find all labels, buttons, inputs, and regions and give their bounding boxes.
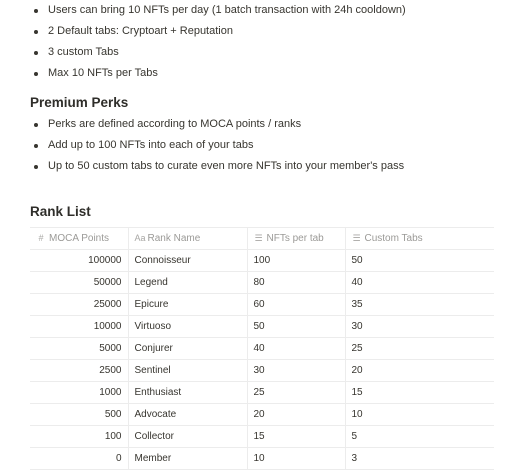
custom-tabs-cell: 3 (345, 448, 494, 470)
custom-tabs-cell: 15 (345, 382, 494, 404)
nfts-per-tab-cell: 50 (247, 316, 345, 338)
moca-points-cell: 2500 (30, 360, 128, 382)
rank-name-cell: Virtuoso (128, 316, 247, 338)
list-item: Perks are defined according to MOCA points / ranks (0, 114, 404, 135)
nfts-per-tab-cell: 30 (247, 360, 345, 382)
column-header-moca-points[interactable]: # MOCA Points (30, 228, 128, 250)
table-row[interactable] (30, 426, 494, 448)
list-item: 3 custom Tabs (0, 42, 406, 63)
moca-points-cell: 50000 (30, 272, 128, 294)
list-item: Up to 50 custom tabs to curate even more NFTs into your member's pass (0, 156, 404, 177)
moca-points-cell: 100000 (30, 250, 128, 272)
rank-name-cell: Enthusiast (128, 382, 247, 404)
table-row[interactable] (30, 382, 494, 404)
nfts-per-tab-cell: 15 (247, 426, 345, 448)
custom-tabs-cell: 20 (345, 360, 494, 382)
moca-points-cell: 500 (30, 404, 128, 426)
moca-points-cell: 100 (30, 426, 128, 448)
rank-name-cell: Connoisseur (128, 250, 247, 272)
rank-name-cell: Legend (128, 272, 247, 294)
default-perks-list (0, 0, 406, 84)
nfts-per-tab-cell: 100 (247, 250, 345, 272)
rank-name-cell: Sentinel (128, 360, 247, 382)
table-row[interactable] (30, 338, 494, 360)
list-item: Max 10 NFTs per Tabs (0, 63, 406, 84)
nfts-per-tab-cell: 10 (247, 448, 345, 470)
rank-name-cell: Advocate (128, 404, 247, 426)
list-icon: ☰ (352, 233, 361, 243)
table-row[interactable] (30, 316, 494, 338)
table-header-row (30, 228, 494, 250)
nfts-per-tab-cell: 40 (247, 338, 345, 360)
nfts-per-tab-cell: 25 (247, 382, 345, 404)
list-item: 2 Default tabs: Cryptoart + Reputation (0, 21, 406, 42)
custom-tabs-cell: 5 (345, 426, 494, 448)
custom-tabs-cell: 40 (345, 272, 494, 294)
table-row[interactable] (30, 448, 494, 470)
list-icon: ☰ (254, 233, 263, 243)
rank-name-cell: Epicure (128, 294, 247, 316)
hash-icon: # (38, 233, 44, 243)
column-header-nfts-per-tab[interactable]: ☰ NFTs per tab (247, 228, 345, 250)
text-type-icon: Aa (134, 233, 146, 243)
custom-tabs-cell: 30 (345, 316, 494, 338)
table-row[interactable] (30, 294, 494, 316)
rank-name-cell: Conjurer (128, 338, 247, 360)
moca-points-cell: 25000 (30, 294, 128, 316)
custom-tabs-cell: 35 (345, 294, 494, 316)
column-header-custom-tabs[interactable]: ☰ Custom Tabs (345, 228, 494, 250)
custom-tabs-cell: 10 (345, 404, 494, 426)
rank-name-cell: Collector (128, 426, 247, 448)
rank-name-cell: Member (128, 448, 247, 470)
table-row[interactable] (30, 360, 494, 382)
rank-list-table (30, 227, 494, 470)
column-header-rank-name[interactable]: Aa Rank Name (128, 228, 247, 250)
table-row[interactable] (30, 404, 494, 426)
moca-points-cell: 10000 (30, 316, 128, 338)
list-item: Add up to 100 NFTs into each of your tabs (0, 135, 404, 156)
moca-points-cell: 5000 (30, 338, 128, 360)
nfts-per-tab-cell: 20 (247, 404, 345, 426)
custom-tabs-cell: 50 (345, 250, 494, 272)
premium-perks-list (0, 114, 404, 177)
moca-points-cell: 0 (30, 448, 128, 470)
custom-tabs-cell: 25 (345, 338, 494, 360)
nfts-per-tab-cell: 60 (247, 294, 345, 316)
nfts-per-tab-cell: 80 (247, 272, 345, 294)
list-item: Users can bring 10 NFTs per day (1 batch transaction with 24h cooldown) (0, 0, 406, 21)
table-row[interactable] (30, 250, 494, 272)
premium-perks-heading: Premium Perks (30, 95, 129, 110)
rank-list-heading: Rank List (30, 204, 91, 219)
moca-points-cell: 1000 (30, 382, 128, 404)
table-row[interactable] (30, 272, 494, 294)
